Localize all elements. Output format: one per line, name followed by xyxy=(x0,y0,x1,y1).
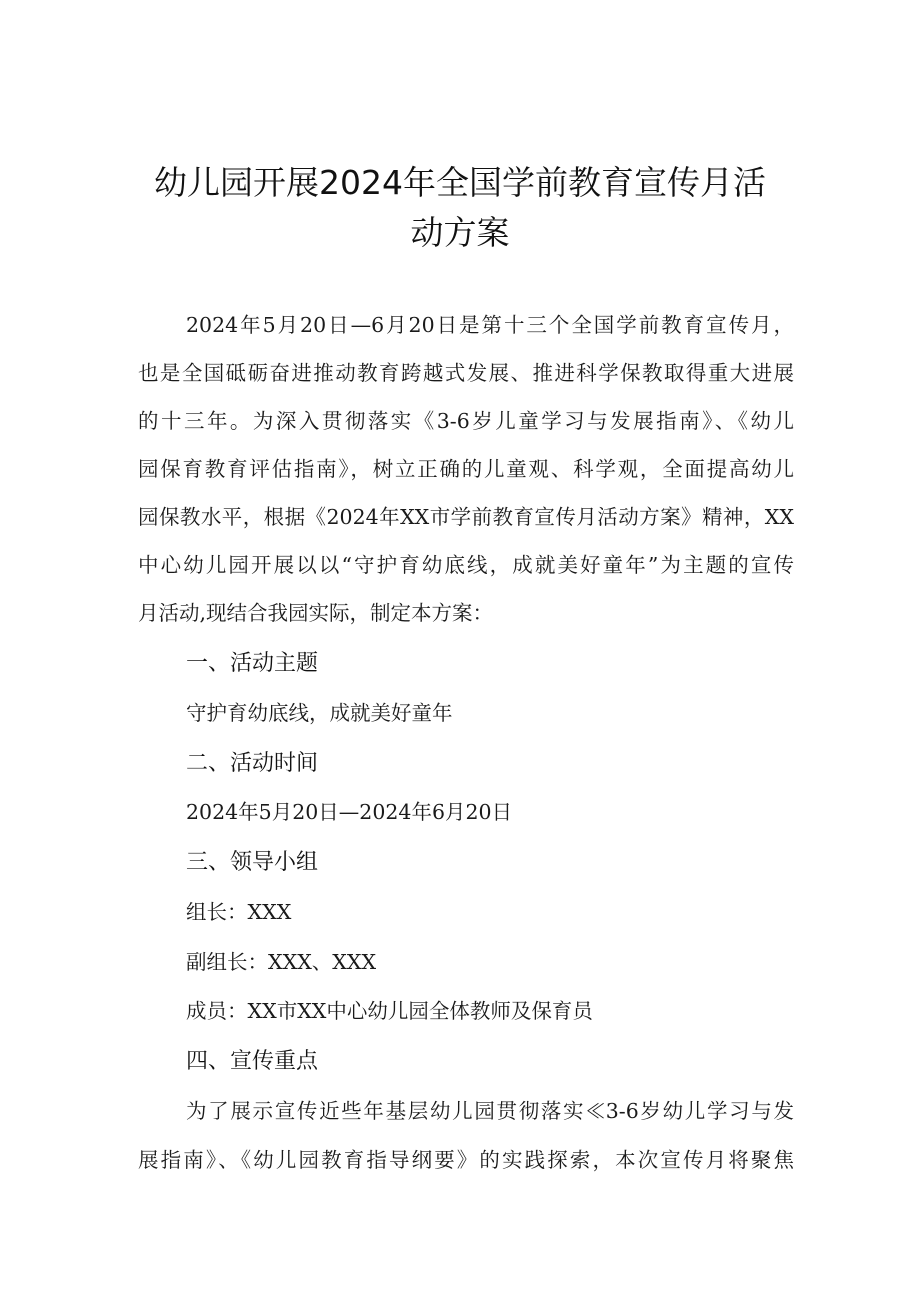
section-heading-theme: 一、活动主题 xyxy=(186,651,319,676)
intro-paragraph-line: 2024年5月20日—6月20日是第十三个全国学前教育宣传月， xyxy=(186,313,794,337)
intro-paragraph-line: 月活动,现结合我园实际，制定本方案： xyxy=(138,601,494,625)
intro-paragraph-line: 中心幼儿园开展以以“守护育幼底线，成就美好童年”为主题的宣传 xyxy=(138,553,794,577)
section-heading-time: 二、活动时间 xyxy=(186,751,319,776)
intro-paragraph-line: 园保教水平，根据《2024年XX市学前教育宣传月活动方案》精神，XX xyxy=(138,505,794,529)
section-heading-leadership: 三、领导小组 xyxy=(186,850,319,875)
theme-content: 守护育幼底线，成就美好童年 xyxy=(186,701,453,725)
focus-paragraph-line: 展指南》、《幼儿园教育指导纲要》的实践探索，本次宣传月将聚焦 xyxy=(138,1148,794,1172)
intro-paragraph-line: 也是全国砥砺奋进推动教育跨越式发展、推进科学保教取得重大进展 xyxy=(138,361,794,385)
focus-paragraph-line: 为了展示宣传近些年基层幼儿园贯彻落实≪3-6岁幼儿学习与发 xyxy=(186,1099,794,1123)
intro-paragraph-line: 的十三年。为深入贯彻落实《3-6岁儿童学习与发展指南》、《幼儿 xyxy=(138,409,794,433)
document-title-line-1: 幼儿园开展2024年全国学前教育宣传月活 xyxy=(154,163,766,202)
intro-paragraph-line: 园保育教育评估指南》，树立正确的儿童观、科学观，全面提高幼儿 xyxy=(138,457,794,481)
section-heading-focus: 四、宣传重点 xyxy=(186,1049,319,1074)
document-title-line-2: 动方案 xyxy=(410,213,510,252)
deputy-leader-line: 副组长：XXX、XXX xyxy=(186,950,377,974)
members-line: 成员：XX市XX中心幼儿园全体教师及保育员 xyxy=(186,999,593,1023)
leader-line: 组长：XXX xyxy=(186,900,292,924)
time-content: 2024年5月20日—2024年6月20日 xyxy=(186,800,513,824)
